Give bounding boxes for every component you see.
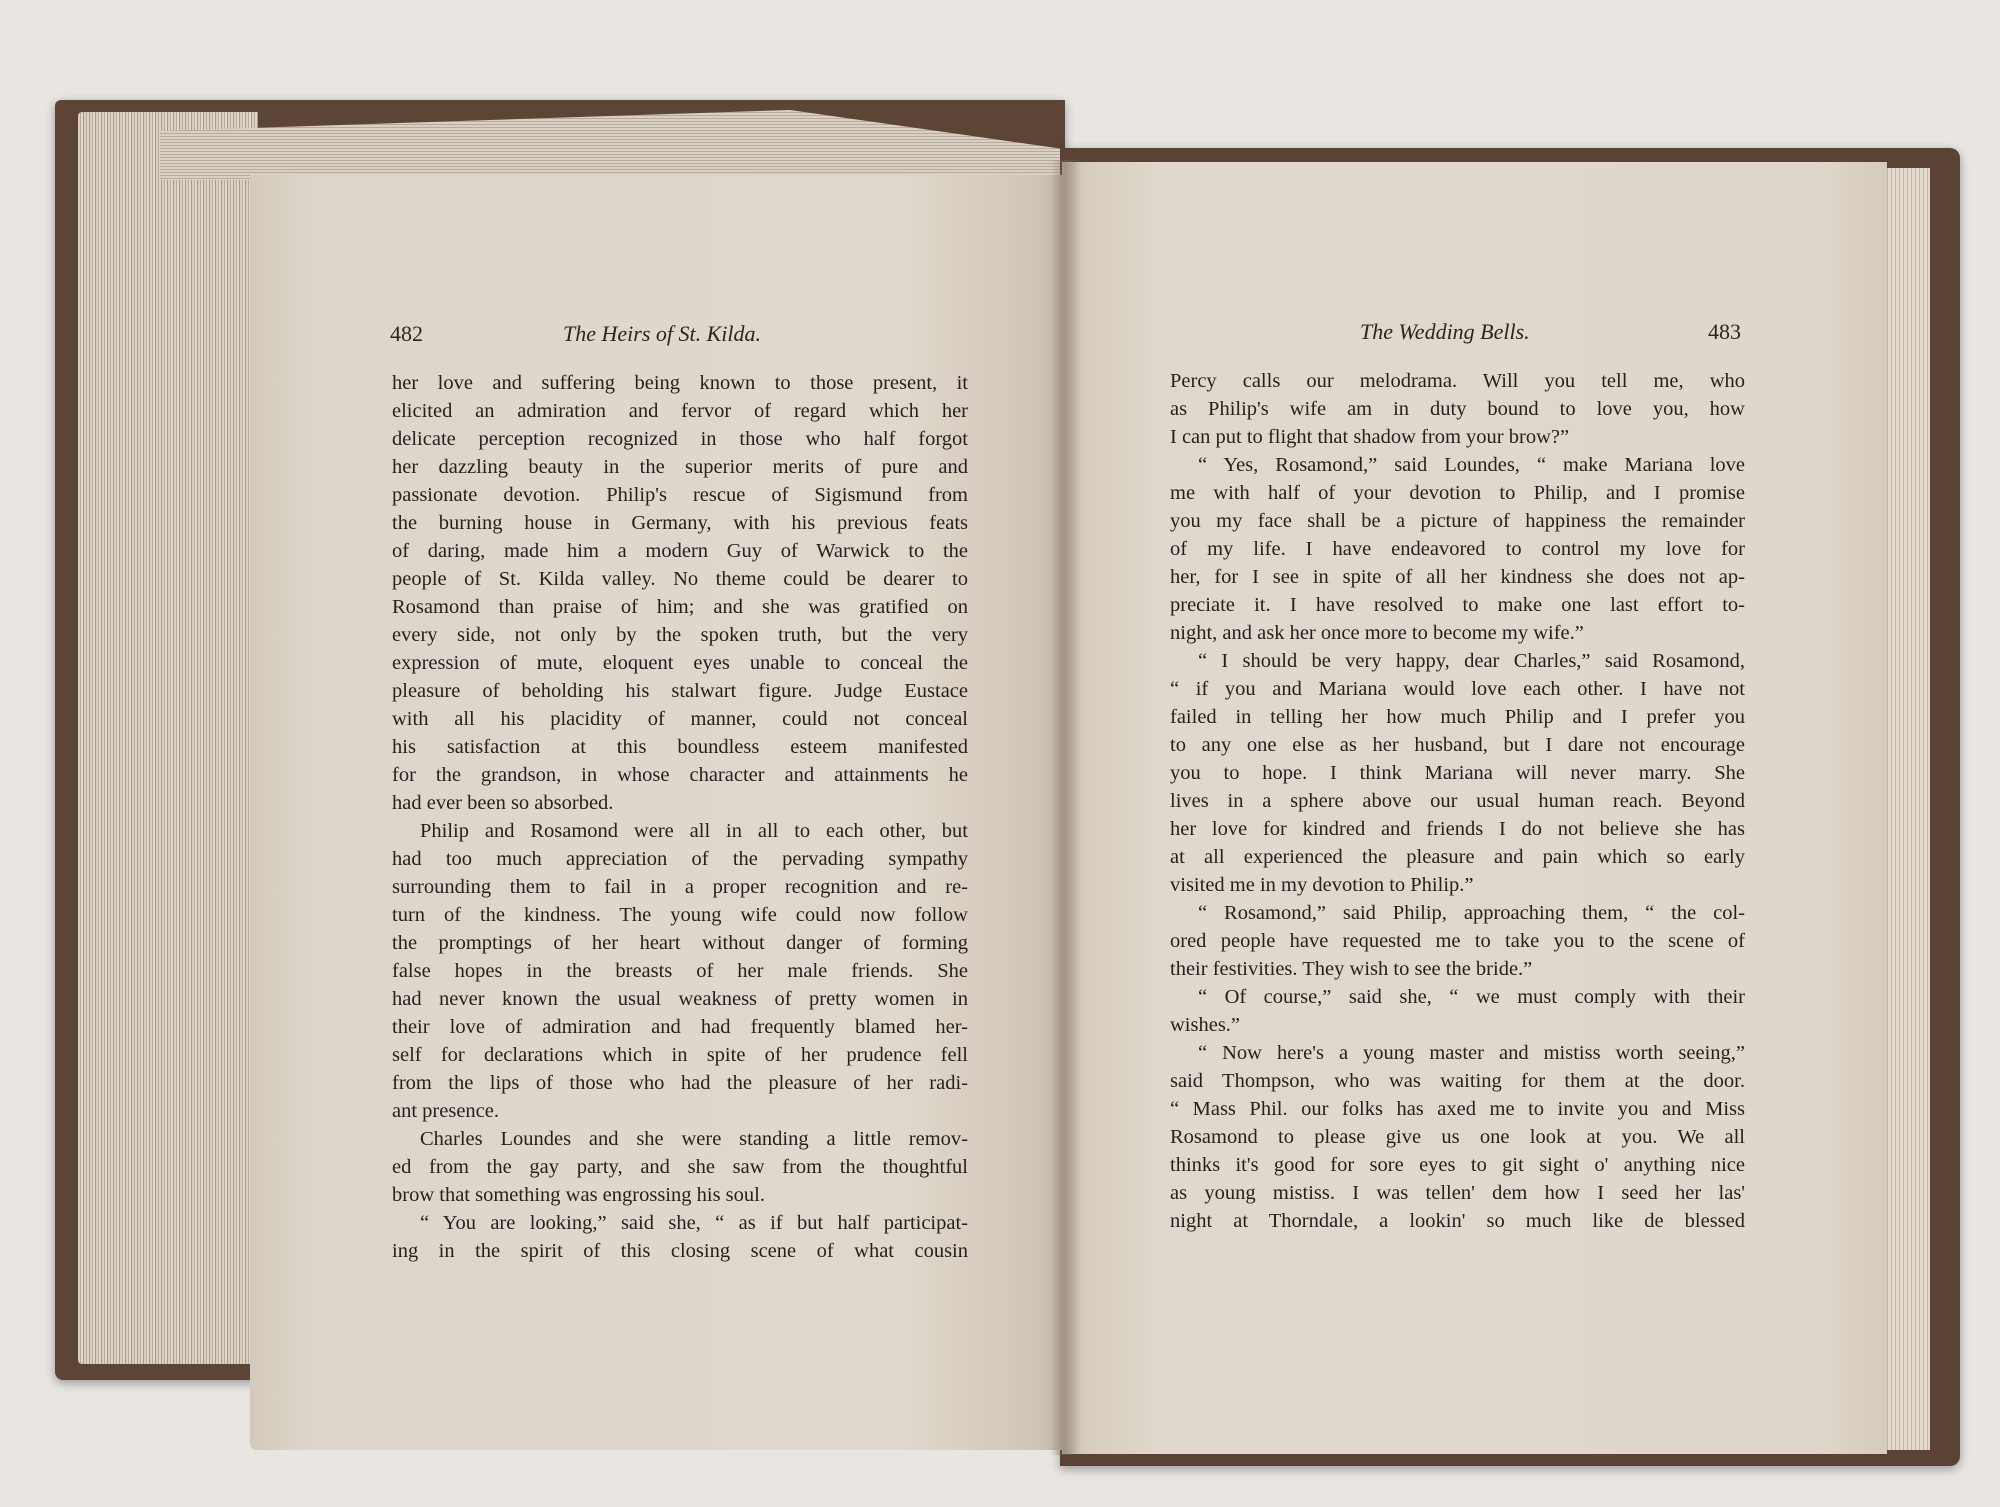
right-running-head: The Wedding Bells.	[1360, 319, 1530, 344]
text-line: the burning house in Germany, with his previous feats	[392, 512, 968, 534]
text-line: their festivities. They wish to see the bride.”	[1170, 958, 1533, 980]
text-line: visited me in my devotion to Philip.”	[1170, 874, 1474, 896]
text-line: had ever been so absorbed.	[392, 792, 614, 814]
text-line: his satisfaction at this boundless esteem manifested	[392, 736, 968, 758]
left-page-text	[392, 369, 968, 1265]
text-line: had too much appreciation of the pervading sympathy	[392, 848, 968, 870]
text-line: at all experienced the pleasure and pain which so early	[1170, 846, 1745, 868]
text-line: with all his placidity of manner, could not conceal	[392, 708, 968, 730]
text-line: for the grandson, in whose character and attainments he	[392, 764, 968, 786]
page-edges-right	[1880, 168, 1930, 1450]
text-line: Rosamond to please give us one look at you. We all	[1170, 1126, 1745, 1148]
right-page-number: 483	[1708, 319, 1741, 344]
text-line: pleasure of beholding his stalwart figure. Judge Eustace	[392, 680, 968, 702]
text-line: her love for kindred and friends I do not believe she has	[1170, 818, 1745, 840]
text-line: as young mistiss. I was tellen' dem how I seed her las'	[1170, 1182, 1745, 1204]
text-line: you my face shall be a picture of happiness the remainder	[1170, 510, 1745, 532]
text-line: ed from the gay party, and she saw from the thoughtful	[392, 1156, 968, 1178]
text-line: brow that something was engrossing his soul.	[392, 1184, 765, 1206]
text-line: self for declarations which in spite of her prudence fell	[392, 1044, 968, 1066]
text-line: Philip and Rosamond were all in all to each other, but	[420, 820, 968, 842]
text-line: turn of the kindness. The young wife could now follow	[392, 904, 968, 926]
text-line: ant presence.	[392, 1100, 499, 1122]
text-line: her love and suffering being known to those present, it	[392, 372, 968, 394]
text-line: “ Of course,” said she, “ we must comply with their	[1198, 986, 1745, 1008]
text-line: expression of mute, eloquent eyes unable to conceal the	[392, 652, 968, 674]
text-line: failed in telling her how much Philip and I prefer you	[1170, 706, 1745, 728]
text-line: Percy calls our melodrama. Will you tell me, who	[1170, 370, 1745, 392]
text-line: delicate perception recognized in those who half forgot	[392, 428, 968, 450]
left-running-head: The Heirs of St. Kilda.	[563, 321, 762, 346]
text-line: “ Yes, Rosamond,” said Loundes, “ make Mariana love	[1198, 454, 1745, 476]
text-line: people of St. Kilda valley. No theme could be dearer to	[392, 568, 968, 590]
text-line: “ I should be very happy, dear Charles,” said Rosamond,	[1198, 650, 1745, 672]
text-line: ored people have requested me to take you to the scene of	[1170, 930, 1745, 952]
text-line: as Philip's wife am in duty bound to love you, how	[1170, 398, 1745, 420]
text-line: “ Rosamond,” said Philip, approaching them, “ the col-	[1198, 902, 1745, 924]
text-line: false hopes in the breasts of her male friends. She	[392, 960, 968, 982]
text-line: their love of admiration and had frequently blamed her-	[392, 1016, 968, 1038]
text-line: of daring, made him a modern Guy of Warwick to the	[392, 540, 968, 562]
text-line: lives in a sphere above our usual human reach. Beyond	[1170, 790, 1745, 812]
text-line: Rosamond than praise of him; and she was gratified on	[392, 596, 968, 618]
text-line: to any one else as her husband, but I dare not encourage	[1170, 734, 1745, 756]
text-line: wishes.”	[1170, 1014, 1241, 1036]
text-line: “ You are looking,” said she, “ as if but half participat-	[420, 1212, 968, 1234]
text-line: elicited an admiration and fervor of regard which her	[392, 400, 968, 422]
text-line: her, for I see in spite of all her kindness she does not ap-	[1170, 566, 1745, 588]
text-line: from the lips of those who had the pleasure of her radi-	[392, 1072, 968, 1094]
text-line: Charles Loundes and she were standing a little remov-	[420, 1128, 968, 1150]
text-line: passionate devotion. Philip's rescue of Sigismund from	[392, 484, 968, 506]
text-line: the promptings of her heart without danger of forming	[392, 932, 968, 954]
left-page-number: 482	[390, 321, 423, 346]
page-edges-left	[78, 112, 258, 1364]
text-line: her dazzling beauty in the superior merits of pure and	[392, 456, 968, 478]
text-line: you to hope. I think Mariana will never marry. She	[1170, 762, 1745, 784]
right-page-text	[1170, 367, 1745, 1235]
text-line: ing in the spirit of this closing scene of what cousin	[392, 1240, 968, 1262]
text-line: “ Mass Phil. our folks has axed me to invite you and Miss	[1170, 1098, 1745, 1120]
text-line: preciate it. I have resolved to make one last effort to-	[1170, 594, 1745, 616]
text-line: me with half of your devotion to Philip, and I promise	[1170, 482, 1745, 504]
text-line: night at Thorndale, a lookin' so much like de blessed	[1170, 1210, 1745, 1232]
text-line: “ if you and Mariana would love each other. I have not	[1170, 678, 1745, 700]
text-line: thinks it's good for sore eyes to git sight o' anything nice	[1170, 1154, 1745, 1176]
text-line: I can put to flight that shadow from your brow?”	[1170, 426, 1570, 448]
text-line: had never known the usual weakness of pretty women in	[392, 988, 968, 1010]
text-line: every side, not only by the spoken truth, but the very	[392, 624, 968, 646]
text-line: night, and ask her once more to become my wife.”	[1170, 622, 1584, 644]
text-line: “ Now here's a young master and mistiss worth seeing,”	[1198, 1042, 1745, 1064]
book-gutter	[1050, 160, 1080, 1455]
text-line: said Thompson, who was waiting for them at the door.	[1170, 1070, 1745, 1092]
text-line: of my life. I have endeavored to control my love for	[1170, 538, 1745, 560]
text-line: surrounding them to fail in a proper recognition and re-	[392, 876, 968, 898]
